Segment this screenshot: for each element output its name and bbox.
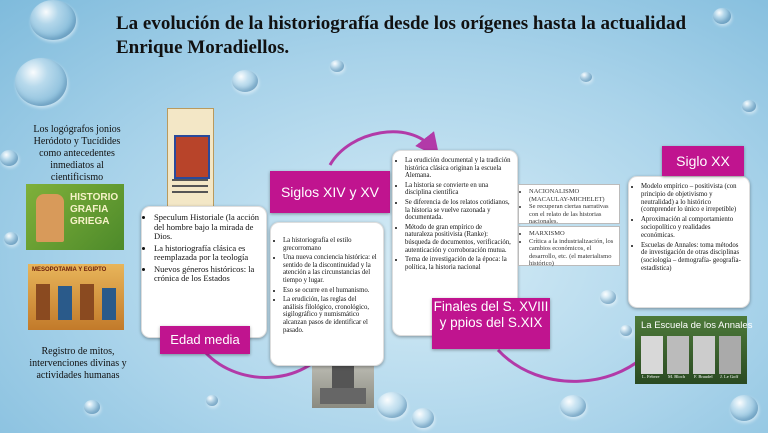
page-title [116, 12, 686, 60]
stage-siglo-xx-box [628, 176, 750, 308]
stage-item: • La historia se convierte en una disciplina científica [405, 182, 511, 197]
nacionalismo-item: • Se recuperan ciertas narrativas con el relato de las historias nacionales. [529, 203, 615, 226]
connector-arc-3 [498, 345, 655, 381]
stage-item: • Modelo empírico – positivista (con principio de objetivismo y neutralidad) a lo histórico (comprender lo único e irrepetible) [641, 183, 743, 214]
stage-item: • Escuelas de Annales: toma métodos de investigación de otras disciplinas (sociología – demografía- geografía-estadística) [641, 242, 743, 273]
stage-item: • Eso se ocurre en el humanismo. [283, 287, 377, 295]
note-registro [18, 346, 138, 382]
mesopotamia-caption: MESOPOTAMIA Y EGIPTO [32, 267, 107, 273]
stage-item: • Una nueva conciencia histórica: el sentido de la discontinuidad y la atención a las circunstancias del tiempo y lugar. [283, 254, 377, 284]
annales-name: J. Le Goff [720, 374, 739, 379]
stage-item: • Nuevos géneros históricos: la crónica de los Estados [154, 265, 260, 284]
marxismo-box [518, 226, 620, 266]
marxismo-title: • MARXISMO [529, 230, 615, 238]
stage-siglo-xx-label: Siglo XX [662, 146, 744, 176]
title-line-1: La evolución de la historiografía desde los orígenes hasta la actualidad [116, 13, 687, 34]
nacionalismo-box [518, 184, 620, 224]
annales-school-image [635, 316, 753, 384]
note-logografos [25, 124, 129, 184]
greek-historiography-image [26, 184, 124, 250]
marxismo-item: • Crítica a la industrialización, los cambios económicos, el desarrollo, etc. (el materialismo histórico) [529, 238, 615, 268]
mesopotamia-image [28, 264, 124, 330]
stage-siglos-xiv-xv-label: Siglos XIV y XV [270, 171, 390, 213]
annales-name: F. Braudel [694, 374, 713, 379]
stage-item: • Método de gran empírico de naturaleza positivista (Ranke): búsqueda de documentos, verificación, autenticación y corroboración mutua. [405, 224, 511, 254]
stage-item: • La historiografía clásica es reemplazada por la teología [154, 244, 260, 263]
stage-item: • La erudición documental y la tradición histórica clásica originan la escuela Alemana. [405, 157, 511, 180]
stage-item: • Speculum Historiale (la acción del hombre bajo la mirada de Dios. [154, 213, 260, 242]
stage-item: • La erudición, las reglas del análisis filológico, cronológico, sigilográfico y numismático alcanzan pasos de identificar el pasado. [283, 296, 377, 334]
stage-edad-media-box [141, 206, 267, 338]
stage-edad-media-label: Edad media [160, 326, 250, 354]
title-author: Enrique Moradiellos. [116, 37, 290, 58]
stage-siglo-xix-label: Finales del S. XVIII y ppios del S.XIX [432, 298, 550, 349]
stage-item: • Se diferencia de los relatos cotidianos, la historia se vuelve razonada y documentada. [405, 199, 511, 222]
stage-siglos-xiv-xv-box [270, 222, 384, 366]
greek-historiography-caption: HISTORIO GRAFIA GRIEGA [70, 192, 119, 227]
annales-name: L. Febvre [642, 374, 660, 379]
stage-item: • Tema de investigación de la época: la política, la historia nacional [405, 256, 511, 271]
annales-caption: La Escuela de los Annales [641, 320, 753, 331]
medieval-manuscript-image [167, 108, 214, 207]
nacionalismo-title: • NACIONALISMO (MACAULAY-MICHELET) [529, 188, 615, 203]
note-logografos-text: Los logógrafos jonios Heródoto y Tucídides como antecedentes inmediatos al cientificismo [33, 124, 121, 183]
note-registro-text: Registro de mitos, intervenciones divinas y actividades humanas [29, 346, 127, 381]
stage-item: • La historiografía el estilo grecorromano [283, 237, 377, 252]
annales-name: M. Bloch [668, 374, 686, 379]
stage-item: • Aproximación al comportamiento sociopolítico y realidades económicas. [641, 216, 743, 239]
